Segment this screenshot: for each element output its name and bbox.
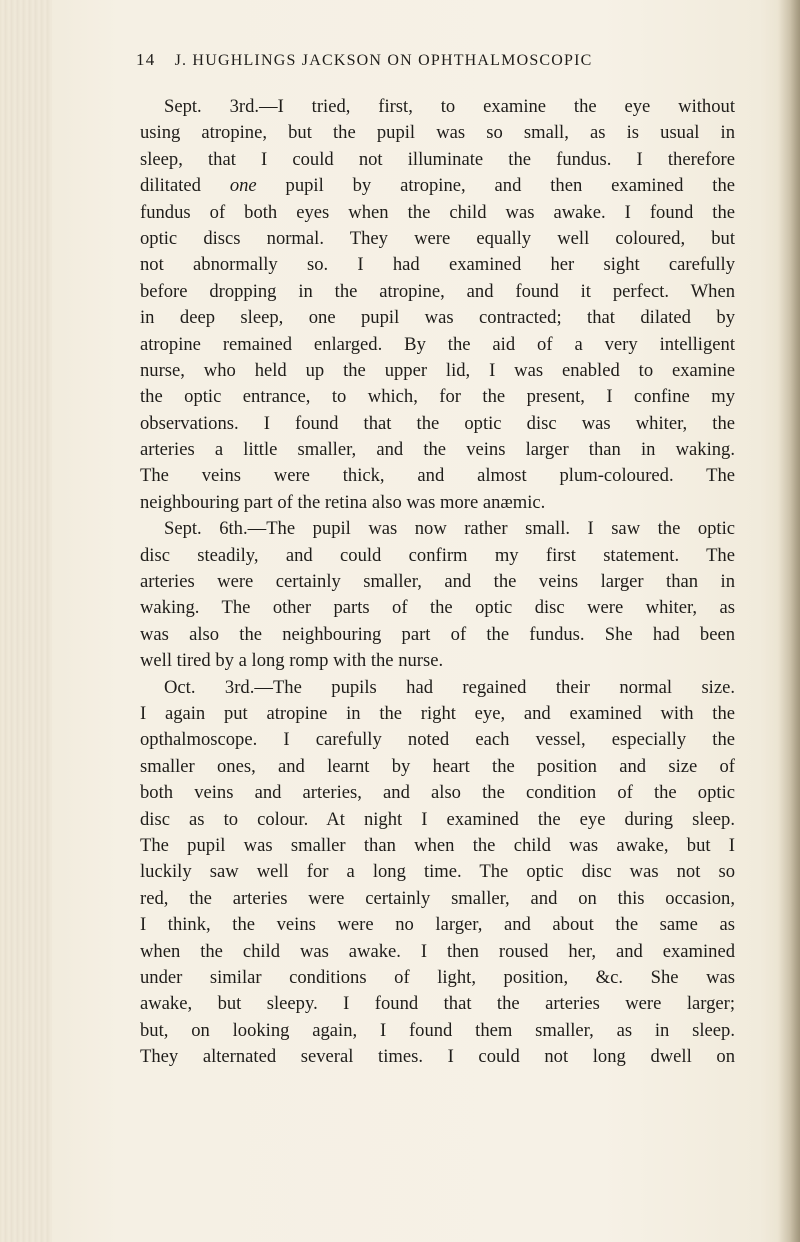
text-line: sleep, that I could not illuminate the fundus. I therefore bbox=[140, 148, 735, 170]
text-line: neighbouring part of the retina also was more anæmic. bbox=[140, 491, 546, 513]
text-line: both veins and arteries, and also the condition of the optic bbox=[140, 782, 735, 804]
text-line: in deep sleep, one pupil was contracted; that dilated by bbox=[140, 307, 735, 329]
text-line: red, the arteries were certainly smaller, and on this occasion, bbox=[140, 887, 735, 909]
page-edge-shadow bbox=[778, 0, 800, 1242]
text-line: was also the neighbouring part of the fundus. She had been bbox=[140, 623, 735, 645]
running-header bbox=[136, 50, 726, 70]
text-line: Sept. 6th.—The pupil was now rather small. I saw the optic bbox=[164, 518, 735, 540]
text-line: fundus of both eyes when the child was awake. I found the bbox=[140, 201, 735, 223]
text-line: optic discs normal. They were equally well coloured, but bbox=[140, 227, 735, 249]
text-line: Sept. 3rd.—I tried, first, to examine the eye without bbox=[164, 96, 735, 117]
text-line: The pupil was smaller than when the child was awake, but I bbox=[140, 834, 735, 856]
text-line: I again put atropine in the right eye, and examined with the bbox=[140, 702, 735, 724]
text-line: dilitated one pupil by atropine, and then examined the bbox=[140, 175, 736, 197]
text-line: arteries were certainly smaller, and the veins larger than in bbox=[140, 571, 735, 593]
text-line: but, on looking again, I found them smaller, as in sleep. bbox=[140, 1019, 735, 1041]
text-line: not abnormally so. I had examined her sight carefully bbox=[140, 254, 735, 276]
text-line: smaller ones, and learnt by heart the position and size of bbox=[140, 755, 735, 777]
text-line: opthalmoscope. I carefully noted each vessel, especially the bbox=[140, 729, 735, 751]
text-line: under similar conditions of light, position, &c. She was bbox=[140, 966, 735, 988]
text-line: disc as to colour. At night I examined the eye during sleep. bbox=[140, 808, 735, 830]
text-line: disc steadily, and could confirm my first statement. The bbox=[140, 544, 735, 566]
binding-gutter bbox=[0, 0, 52, 1242]
page-number: 14 bbox=[136, 50, 156, 69]
text-line: atropine remained enlarged. By the aid of a very intelligent bbox=[140, 333, 735, 355]
text-line: Oct. 3rd.—The pupils had regained their normal size. bbox=[164, 676, 735, 698]
text-line: They alternated several times. I could not long dwell on bbox=[140, 1046, 735, 1068]
text-line: the optic entrance, to which, for the present, I confine my bbox=[140, 386, 735, 408]
text-line: when the child was awake. I then roused her, and examined bbox=[140, 940, 735, 962]
text-line: well tired by a long romp with the nurse. bbox=[140, 650, 444, 672]
text-line: waking. The other parts of the optic disc were whiter, as bbox=[140, 597, 735, 619]
text-line: The veins were thick, and almost plum-coloured. The bbox=[140, 465, 735, 487]
text-line: using atropine, but the pupil was so small, as is usual in bbox=[140, 122, 735, 144]
text-line: observations. I found that the optic disc was whiter, the bbox=[140, 412, 735, 434]
text-line: I think, the veins were no larger, and about the same as bbox=[140, 914, 735, 936]
running-title: J. HUGHLINGS JACKSON ON OPHTHALMOSCOPIC bbox=[174, 52, 593, 69]
body-text bbox=[140, 94, 735, 1070]
text-line: before dropping in the atropine, and found it perfect. When bbox=[140, 280, 735, 302]
text-line: awake, but sleepy. I found that the arteries were larger; bbox=[140, 993, 735, 1015]
text-line: luckily saw well for a long time. The optic disc was not so bbox=[140, 861, 735, 883]
text-line: arteries a little smaller, and the veins larger than in waking. bbox=[140, 439, 735, 461]
text-line: nurse, who held up the upper lid, I was enabled to examine bbox=[140, 359, 735, 381]
